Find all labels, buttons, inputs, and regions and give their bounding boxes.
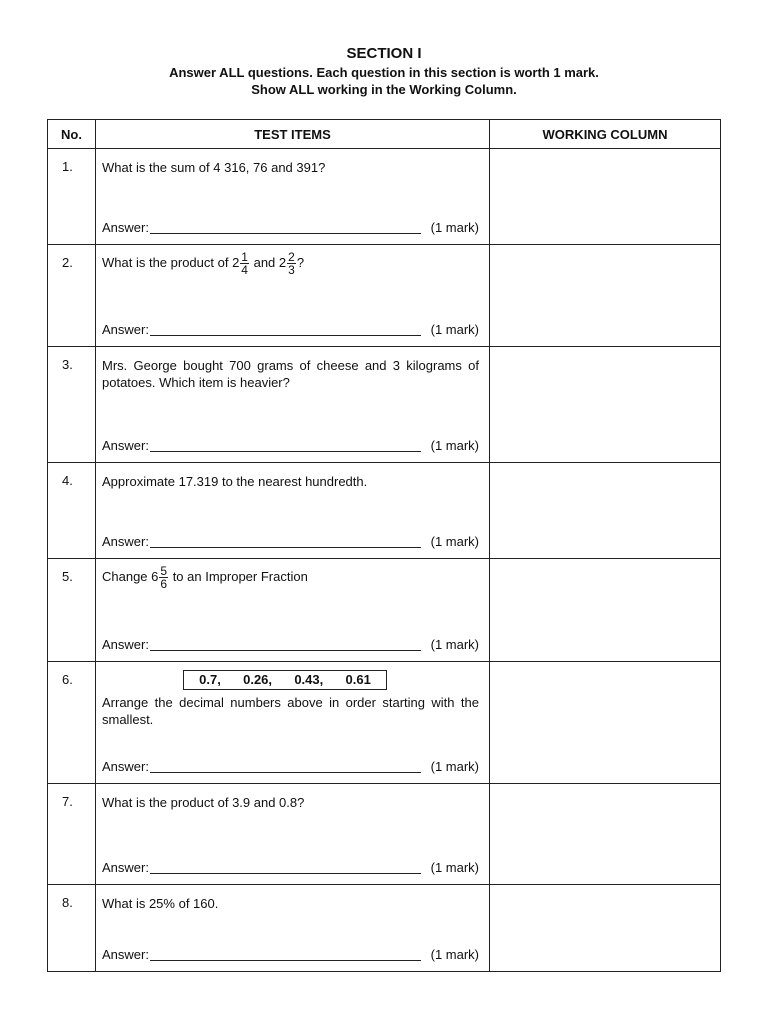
question-number: 4. [48, 463, 96, 559]
table-header-row [48, 120, 721, 149]
question-row-8 [48, 885, 721, 972]
test-item [96, 347, 490, 463]
mark-label: (1 mark) [430, 637, 479, 652]
answer-row [102, 322, 479, 338]
question-row-6 [48, 662, 721, 784]
fraction [240, 251, 249, 276]
answer-row [102, 759, 479, 775]
fraction-numerator: 2 [288, 250, 295, 264]
answer-line[interactable] [150, 439, 421, 452]
section-header [0, 44, 768, 98]
answer-label: Answer: [102, 860, 149, 875]
instruction-line-2: Show ALL working in the Working Column. [251, 82, 517, 97]
question-text: What is the sum of 4 316, 76 and 391? [102, 160, 326, 175]
answer-row [102, 860, 479, 876]
test-item [96, 149, 490, 245]
question-text-part: What is the product of 2 [102, 254, 240, 270]
column-header-test-items: TEST ITEMS [96, 120, 490, 149]
answer-label: Answer: [102, 220, 149, 235]
answer-row [102, 438, 479, 454]
test-item [96, 559, 490, 662]
mark-label: (1 mark) [430, 220, 479, 235]
answer-line[interactable] [150, 323, 421, 336]
fraction-denominator: 3 [288, 263, 295, 277]
question-text: Mrs. George bought 700 grams of cheese and 3 kilograms of potatoes. Which item is heavier? [102, 358, 479, 390]
mark-label: (1 mark) [430, 759, 479, 774]
fraction-numerator: 5 [160, 564, 168, 578]
question-text-part: ? [296, 254, 305, 270]
answer-label: Answer: [102, 322, 149, 337]
answer-line[interactable] [150, 948, 421, 961]
test-item [96, 245, 490, 347]
working-cell[interactable] [490, 662, 721, 784]
answer-line[interactable] [150, 760, 421, 773]
question-number: 5. [48, 559, 96, 662]
question-number: 7. [48, 784, 96, 885]
mark-label: (1 mark) [430, 947, 479, 962]
question-text: What is the product of 3.9 and 0.8? [102, 795, 305, 810]
question-number: 3. [48, 347, 96, 463]
decimal-number: 0.7, [199, 672, 221, 687]
working-cell[interactable] [490, 784, 721, 885]
fraction [287, 251, 296, 276]
decimal-number: 0.61 [345, 672, 371, 687]
question-row-5 [48, 559, 721, 662]
mark-label: (1 mark) [430, 860, 479, 875]
answer-line[interactable] [150, 861, 421, 874]
working-cell[interactable] [490, 559, 721, 662]
question-text [102, 559, 479, 590]
fraction-denominator: 4 [241, 263, 248, 277]
question-number: 6. [48, 662, 96, 784]
answer-line[interactable] [150, 221, 421, 234]
answer-label: Answer: [102, 637, 149, 652]
question-text [102, 245, 479, 276]
answer-row [102, 637, 479, 653]
working-cell[interactable] [490, 885, 721, 972]
question-number: 1. [48, 149, 96, 245]
mark-label: (1 mark) [430, 438, 479, 453]
answer-row [102, 534, 479, 550]
test-table [47, 119, 721, 972]
answer-row [102, 220, 479, 236]
answer-label: Answer: [102, 534, 149, 549]
question-text-part: and 2 [249, 254, 287, 270]
question-text-part: Change 6 [102, 568, 159, 584]
decimal-numbers-box [183, 670, 387, 690]
working-cell[interactable] [490, 149, 721, 245]
answer-label: Answer: [102, 947, 149, 962]
fraction-numerator: 1 [241, 250, 248, 264]
mark-label: (1 mark) [430, 534, 479, 549]
decimal-number: 0.26, [243, 672, 273, 687]
section-title: SECTION I [346, 45, 422, 62]
question-row-4 [48, 463, 721, 559]
fraction-denominator: 6 [160, 577, 168, 591]
test-item [96, 463, 490, 559]
question-number: 8. [48, 885, 96, 972]
column-header-working: WORKING COLUMN [490, 120, 721, 149]
question-row-3 [48, 347, 721, 463]
test-item [96, 885, 490, 972]
answer-row [102, 947, 479, 963]
answer-line[interactable] [150, 535, 421, 548]
instruction-line-1: Answer ALL questions. Each question in this section is worth 1 mark. [169, 65, 599, 80]
test-item [96, 784, 490, 885]
question-text: Approximate 17.319 to the nearest hundredth. [102, 474, 368, 489]
answer-line[interactable] [150, 638, 421, 651]
answer-label: Answer: [102, 438, 149, 453]
working-cell[interactable] [490, 463, 721, 559]
question-row-7 [48, 784, 721, 885]
working-cell[interactable] [490, 347, 721, 463]
fraction [159, 565, 168, 590]
question-text-part: to an Improper Fraction [169, 568, 308, 584]
test-item [96, 662, 490, 784]
answer-label: Answer: [102, 759, 149, 774]
mark-label: (1 mark) [430, 322, 479, 337]
column-header-no: No. [48, 120, 96, 149]
question-text: What is 25% of 160. [102, 896, 219, 911]
question-row-2 [48, 245, 721, 347]
question-number: 2. [48, 245, 96, 347]
working-cell[interactable] [490, 245, 721, 347]
question-row-1 [48, 149, 721, 245]
question-text: Arrange the decimal numbers above in order starting with the smallest. [102, 695, 479, 727]
decimal-number: 0.43, [294, 672, 324, 687]
